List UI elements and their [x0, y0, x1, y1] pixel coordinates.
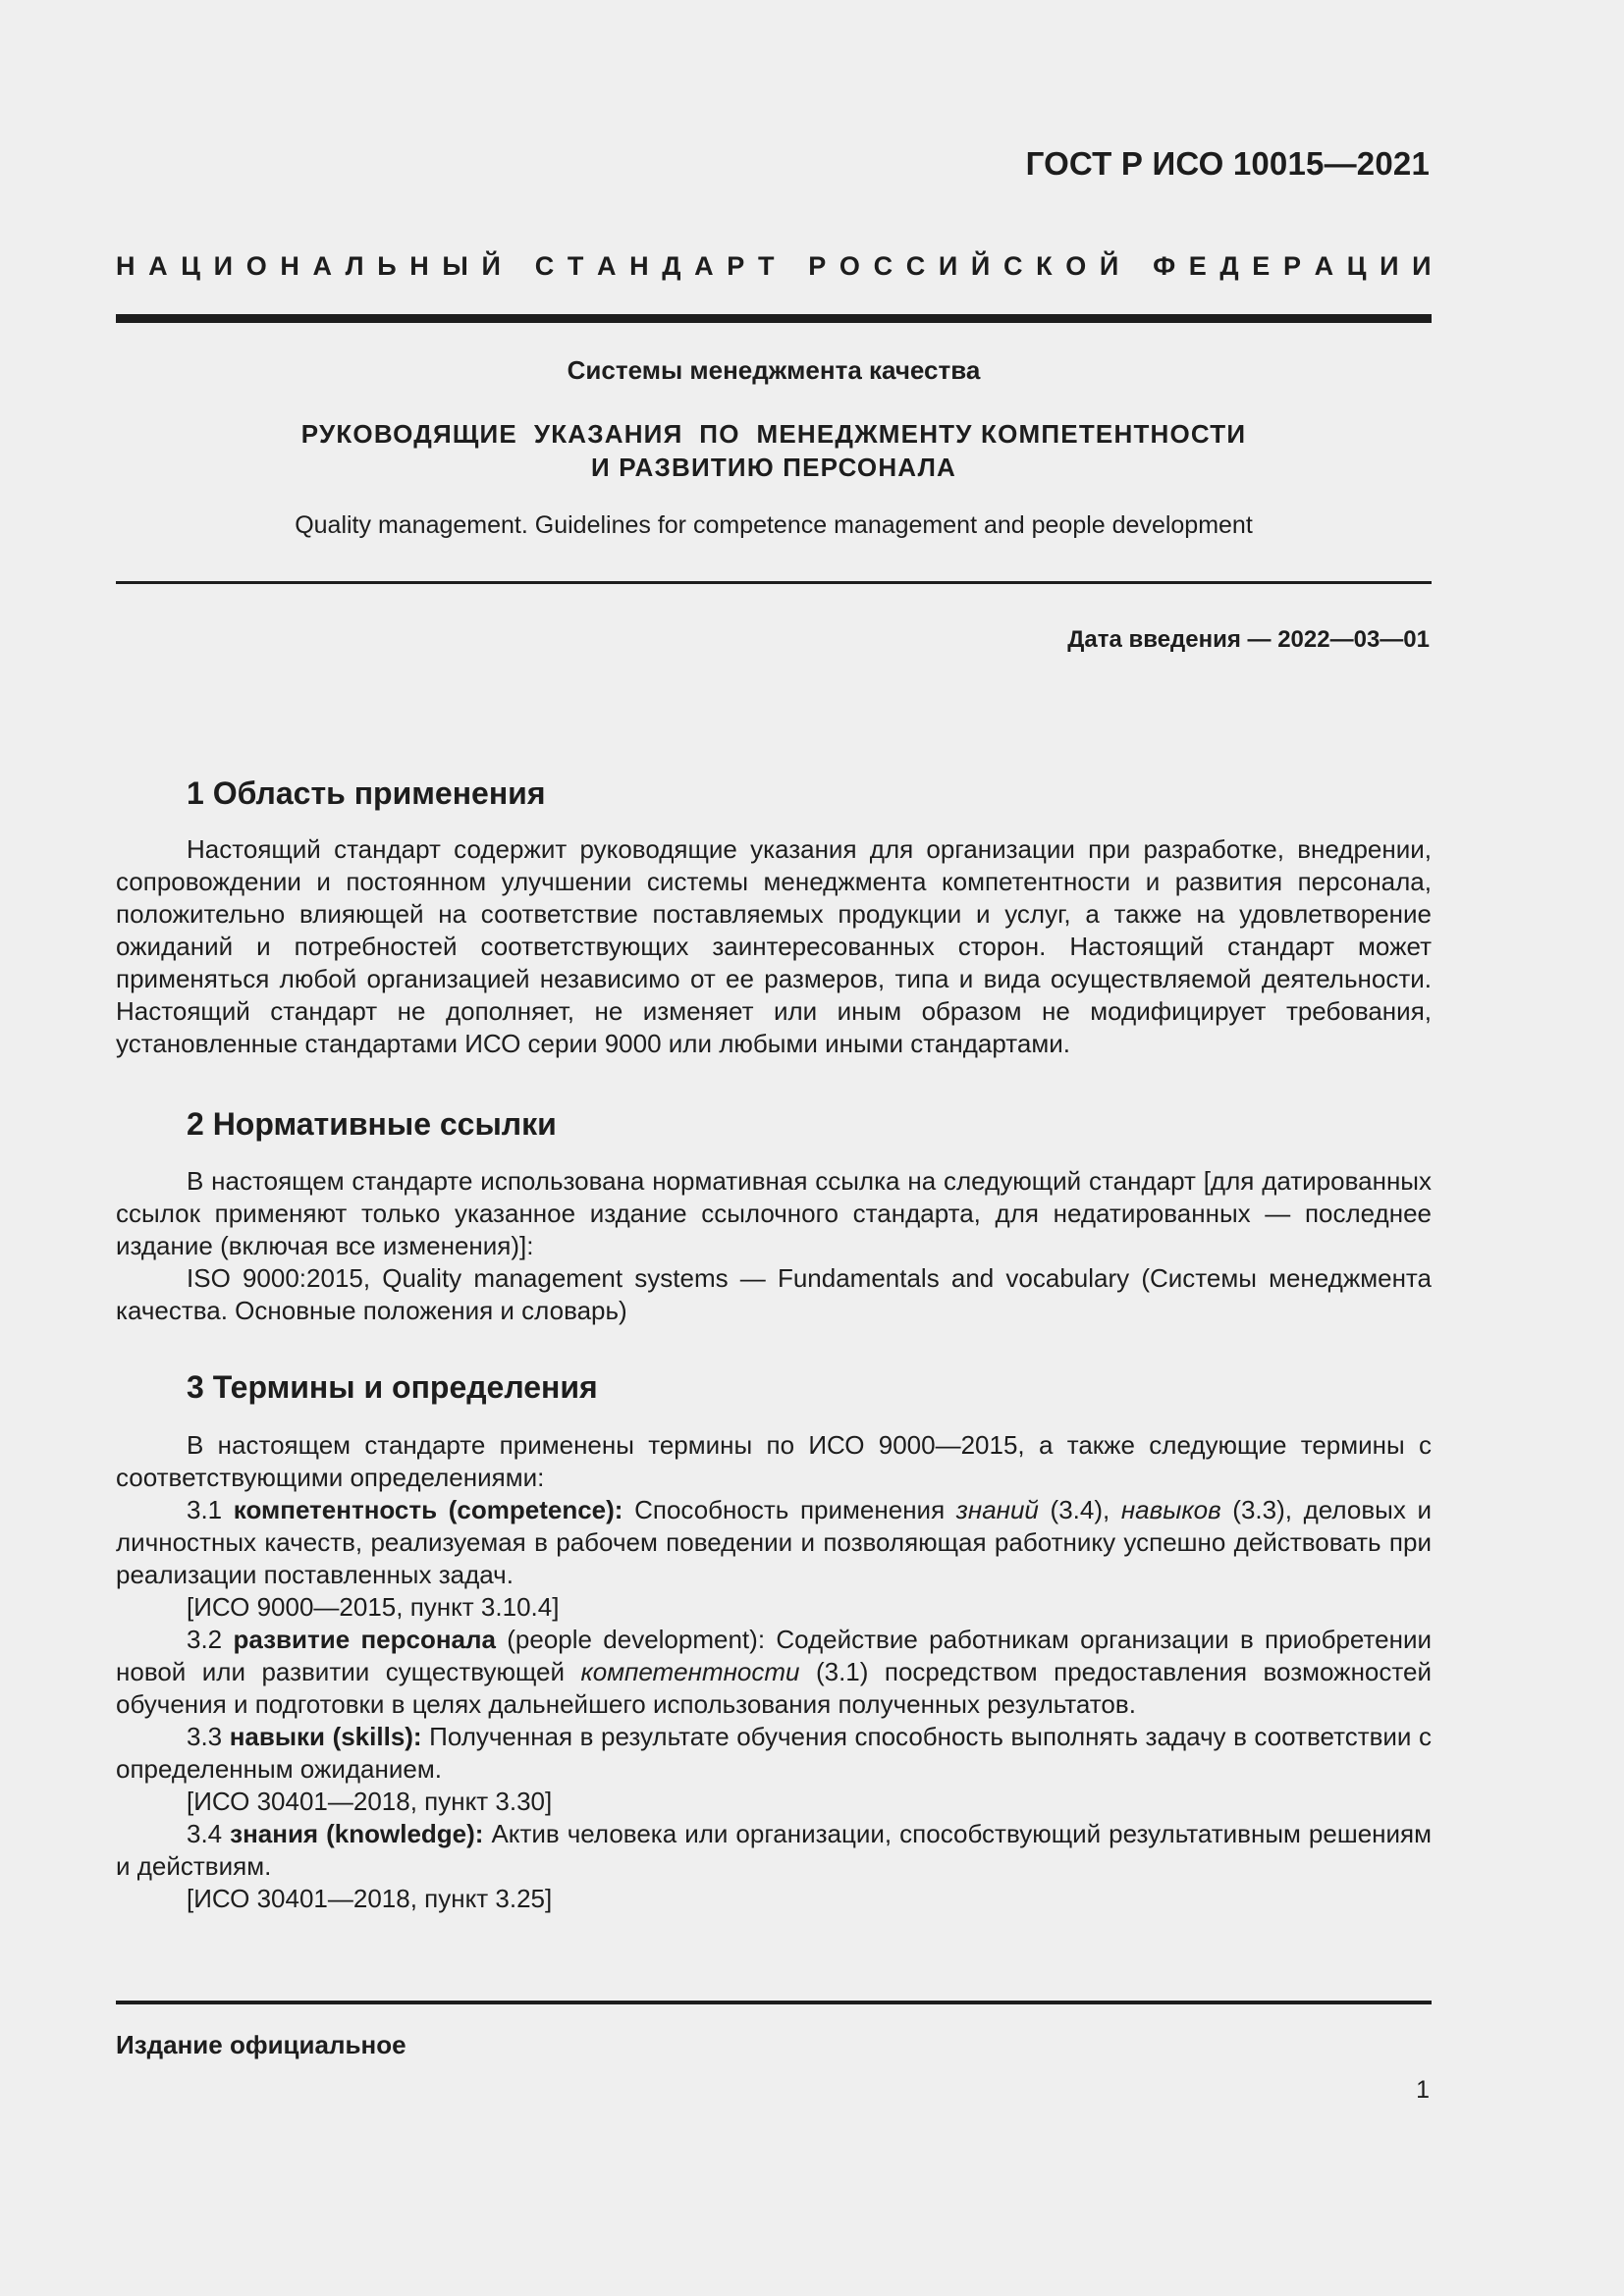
term-3-4: [116, 1818, 1432, 1883]
official-edition-label: Издание официальное: [116, 2030, 406, 2059]
term-definition-part: (3.3), деловых и личностных качеств, реализуемая в рабочем поведении и позволяющая работнику успешно действовать при реализации поставленных задач.: [116, 1495, 1432, 1589]
banner-letter: И: [213, 251, 234, 281]
banner-letter: Ц: [1346, 251, 1367, 281]
section-2-heading: 2 Нормативные ссылки: [187, 1106, 557, 1142]
term-definition-part: (3.4),: [1038, 1495, 1121, 1524]
term-3-4-source: [ИСО 30401—2018, пункт 3.25]: [187, 1884, 553, 1913]
term-name: развитие персонала: [233, 1625, 496, 1654]
banner-letter: А: [312, 251, 332, 281]
banner-letter: Й: [970, 251, 991, 281]
banner-letter: Н: [629, 251, 649, 281]
term-name: навыки (skills):: [229, 1722, 422, 1751]
page-number: 1: [1416, 2076, 1430, 2104]
banner-letter: Ь: [377, 251, 397, 281]
term-reference-italic: компетентности: [580, 1657, 800, 1686]
banner-letter: Д: [1219, 251, 1239, 281]
document-title-line-1: РУКОВОДЯЩИЕ УКАЗАНИЯ ПО МЕНЕДЖМЕНТУ КОМПЕТЕНТНОСТИ: [300, 419, 1247, 449]
introduction-date: Дата введения — 2022—03—01: [1067, 626, 1430, 653]
banner-letter: О: [245, 251, 267, 281]
term-definition-part: (people development): Содействие работникам организации в приобретении новой или развитии существующей: [116, 1625, 1432, 1686]
banner-letter: Й: [481, 251, 501, 281]
banner-letter: С: [1002, 251, 1023, 281]
title-divider: [116, 581, 1432, 584]
banner-letter: Т: [757, 251, 775, 281]
document-title: [116, 417, 1432, 484]
banner-letter: А: [694, 251, 714, 281]
banner-letter: Ф: [1153, 251, 1176, 281]
english-title: Quality management. Guidelines for competence management and people development: [295, 511, 1253, 539]
banner-letter: Е: [1188, 251, 1207, 281]
banner-letter: Ц: [181, 251, 201, 281]
banner-letter: С: [905, 251, 926, 281]
national-standard-banner: [116, 251, 1432, 282]
term-3-2: [116, 1624, 1432, 1721]
term-number: 3.1: [187, 1495, 234, 1524]
banner-letter: О: [1065, 251, 1087, 281]
term-definition-part: (3.1) посредством предоставления возможностей обучения и подготовки в целях дальнейшего использования полученных результатов.: [116, 1657, 1432, 1719]
term-3-3: [116, 1721, 1432, 1786]
term-name: знания (knowledge):: [230, 1819, 484, 1848]
document-title-line-2: И РАЗВИТИЮ ПЕРСОНАЛА: [590, 453, 957, 482]
term-definition-part: Актив человека или организации, способствующий результативным решениям и действиям.: [116, 1819, 1432, 1881]
term-reference-italic: знаний: [955, 1495, 1039, 1524]
section-2-reference: ISO 9000:2015, Quality management systems — Fundamentals and vocabulary (Системы менеджмента качества. Основные положения и словарь): [116, 1263, 1432, 1325]
section-1-body: [116, 833, 1432, 1060]
banner-space: [1132, 251, 1140, 282]
banner-letter: Р: [1282, 251, 1301, 281]
banner-letter: Ы: [442, 251, 468, 281]
banner-space: [787, 251, 795, 282]
banner-letter: Н: [280, 251, 299, 281]
term-3-3-source: [ИСО 30401—2018, пункт 3.30]: [187, 1787, 553, 1816]
section-2-body: [116, 1165, 1432, 1327]
section-3-intro: В настоящем стандарте применены термины по ИСО 9000—2015, а также следующие термины с соответствующими определениями:: [116, 1430, 1432, 1492]
banner-letter: И: [1380, 251, 1399, 281]
section-3-body: [116, 1429, 1432, 1915]
term-number: 3.2: [187, 1625, 234, 1654]
term-number: 3.3: [187, 1722, 230, 1751]
banner-letter: А: [1314, 251, 1334, 281]
term-3-1: [116, 1494, 1432, 1591]
banner-letter: Н: [409, 251, 429, 281]
section-2-paragraph: В настоящем стандарте использована нормативная ссылка на следующий стандарт [для датированных ссылок применяют только указанное издание ссылочного стандарта, для недатированных — последнее издание (включая все изменения)]:: [116, 1166, 1432, 1260]
banner-letter: Р: [727, 251, 745, 281]
section-1-heading: 1 Область применения: [187, 775, 546, 811]
term-3-1-source: [ИСО 9000—2015, пункт 3.10.4]: [187, 1592, 560, 1622]
banner-letter: Л: [345, 251, 364, 281]
banner-letter: А: [148, 251, 168, 281]
term-definition-part: Полученная в результате обучения способность выполнять задачу в соответствии с определенным ожиданием.: [116, 1722, 1432, 1784]
banner-letter: К: [1036, 251, 1053, 281]
banner-letter: Т: [567, 251, 584, 281]
section-1-paragraph: Настоящий стандарт содержит руководящие указания для организации при разработке, внедрении, сопровождении и постоянном улучшении системы менеджмента компетентности и развития персонала, положительно влияющей на соответствие поставляемых продукции и услуг, а также на удовлетворение ожиданий и потребностей соответствующих заинтересованных сторон. Настоящий стандарт может применяться любой организацией независимо от ее размеров, типа и вида осуществляемой деятельности. Настоящий стандарт не дополняет, не изменяет или иным образом не модифицирует требования, установленные стандартами ИСО серии 9000 или любыми иными стандартами.: [116, 834, 1432, 1058]
banner-letter: Д: [662, 251, 681, 281]
banner-letter: Й: [1099, 251, 1119, 281]
banner-space: [514, 251, 522, 282]
banner-letter: Е: [1252, 251, 1271, 281]
standard-series: Системы менеджмента качества: [567, 355, 981, 385]
term-name: компетентность (competence):: [233, 1495, 623, 1524]
footer-divider: [116, 2001, 1432, 2004]
section-3-heading: 3 Термины и определения: [187, 1369, 598, 1405]
term-definition-part: Способность применения: [623, 1495, 956, 1524]
banner-letter: И: [938, 251, 958, 281]
header-divider: [116, 314, 1432, 323]
term-reference-italic: навыков: [1120, 1495, 1221, 1524]
term-number: 3.4: [187, 1819, 231, 1848]
banner-letter: С: [534, 251, 555, 281]
banner-letter: Н: [116, 251, 135, 281]
banner-letter: Р: [808, 251, 827, 281]
banner-letter: И: [1412, 251, 1432, 281]
banner-letter: С: [873, 251, 893, 281]
banner-letter: О: [839, 251, 860, 281]
document-id: ГОСТ Р ИСО 10015—2021: [1025, 145, 1430, 182]
banner-letter: А: [596, 251, 617, 281]
